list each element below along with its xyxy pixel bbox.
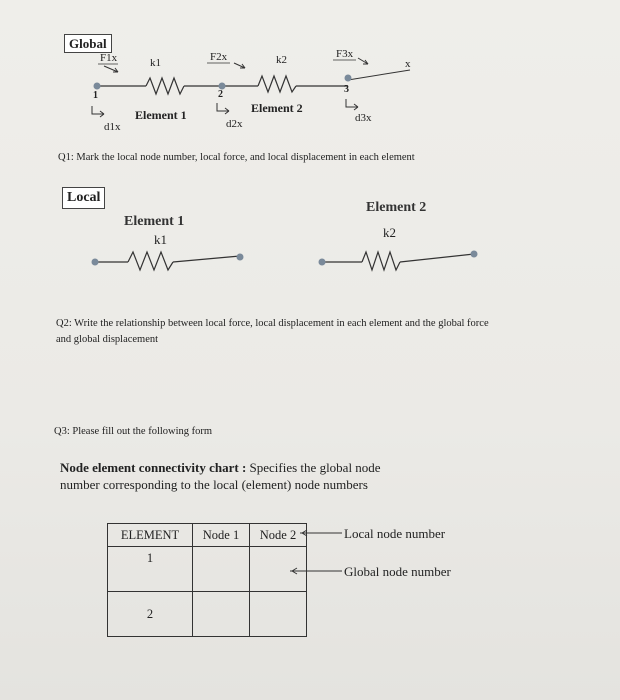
row-2-node-2[interactable] (250, 592, 307, 637)
row-2-element: 2 (108, 592, 193, 637)
connectivity-chart-title-rest: Specifies the global node (246, 460, 381, 475)
header-node-2: Node 2 (250, 524, 307, 547)
table-row (108, 592, 307, 637)
question-1: Q1: Mark the local node number, local force, and local displacement in each element (58, 152, 415, 163)
question-3: Q3: Please fill out the following form (54, 426, 213, 437)
spring-k2-label: k2 (276, 54, 287, 66)
local-k1-label: k1 (154, 232, 167, 247)
header-node-1: Node 1 (193, 524, 250, 547)
global-element-1-label: Element 1 (135, 108, 187, 122)
connectivity-chart-title-line-2: number corresponding to the local (element) node numbers (60, 477, 368, 492)
table-row (108, 547, 307, 592)
header-element: ELEMENT (108, 524, 193, 547)
global-element-2-label: Element 2 (251, 101, 303, 115)
local-label: Local (62, 187, 105, 209)
local-element-2-spring (319, 251, 478, 271)
node-1-number: 1 (93, 90, 98, 101)
question-2-line-1: Q2: Write the relationship between local force, local displacement in each element and the global force (56, 318, 489, 329)
row-1-element: 1 (108, 547, 193, 592)
connectivity-table (107, 523, 307, 637)
displacement-d2x-label: d2x (226, 118, 243, 130)
force-f3x-label: F3x (336, 48, 354, 60)
global-label: Global (64, 34, 112, 53)
force-f1x-label: F1x (100, 52, 118, 64)
global-node-number-annotation: Global node number (344, 564, 451, 579)
force-f2x-label: F2x (210, 51, 228, 63)
global-node-1-dot (94, 83, 101, 90)
x-axis-label: x (405, 58, 411, 70)
node-3-number: 3 (344, 84, 349, 95)
local-element-1-label: Element 1 (124, 214, 185, 229)
question-2-line-2: and global displacement (56, 334, 159, 345)
displacement-d3x-label: d3x (355, 112, 372, 124)
table-header-row (108, 524, 307, 547)
displacement-d1x-label: d1x (104, 121, 121, 133)
row-1-node-1[interactable] (193, 547, 250, 592)
spring-k1-label: k1 (150, 57, 161, 69)
connectivity-chart-title-bold: Node element connectivity chart : (60, 460, 247, 475)
row-2-node-1[interactable] (193, 592, 250, 637)
local-k2-label: k2 (383, 225, 396, 240)
connectivity-chart-title (60, 460, 381, 476)
row-1-node-2[interactable] (250, 547, 307, 592)
local-node-number-annotation: Local node number (344, 526, 446, 541)
local-element-2-label: Element 2 (366, 200, 427, 215)
local-element-1-spring (92, 252, 244, 270)
global-node-3-dot (345, 75, 352, 82)
node-2-number: 2 (218, 89, 223, 100)
